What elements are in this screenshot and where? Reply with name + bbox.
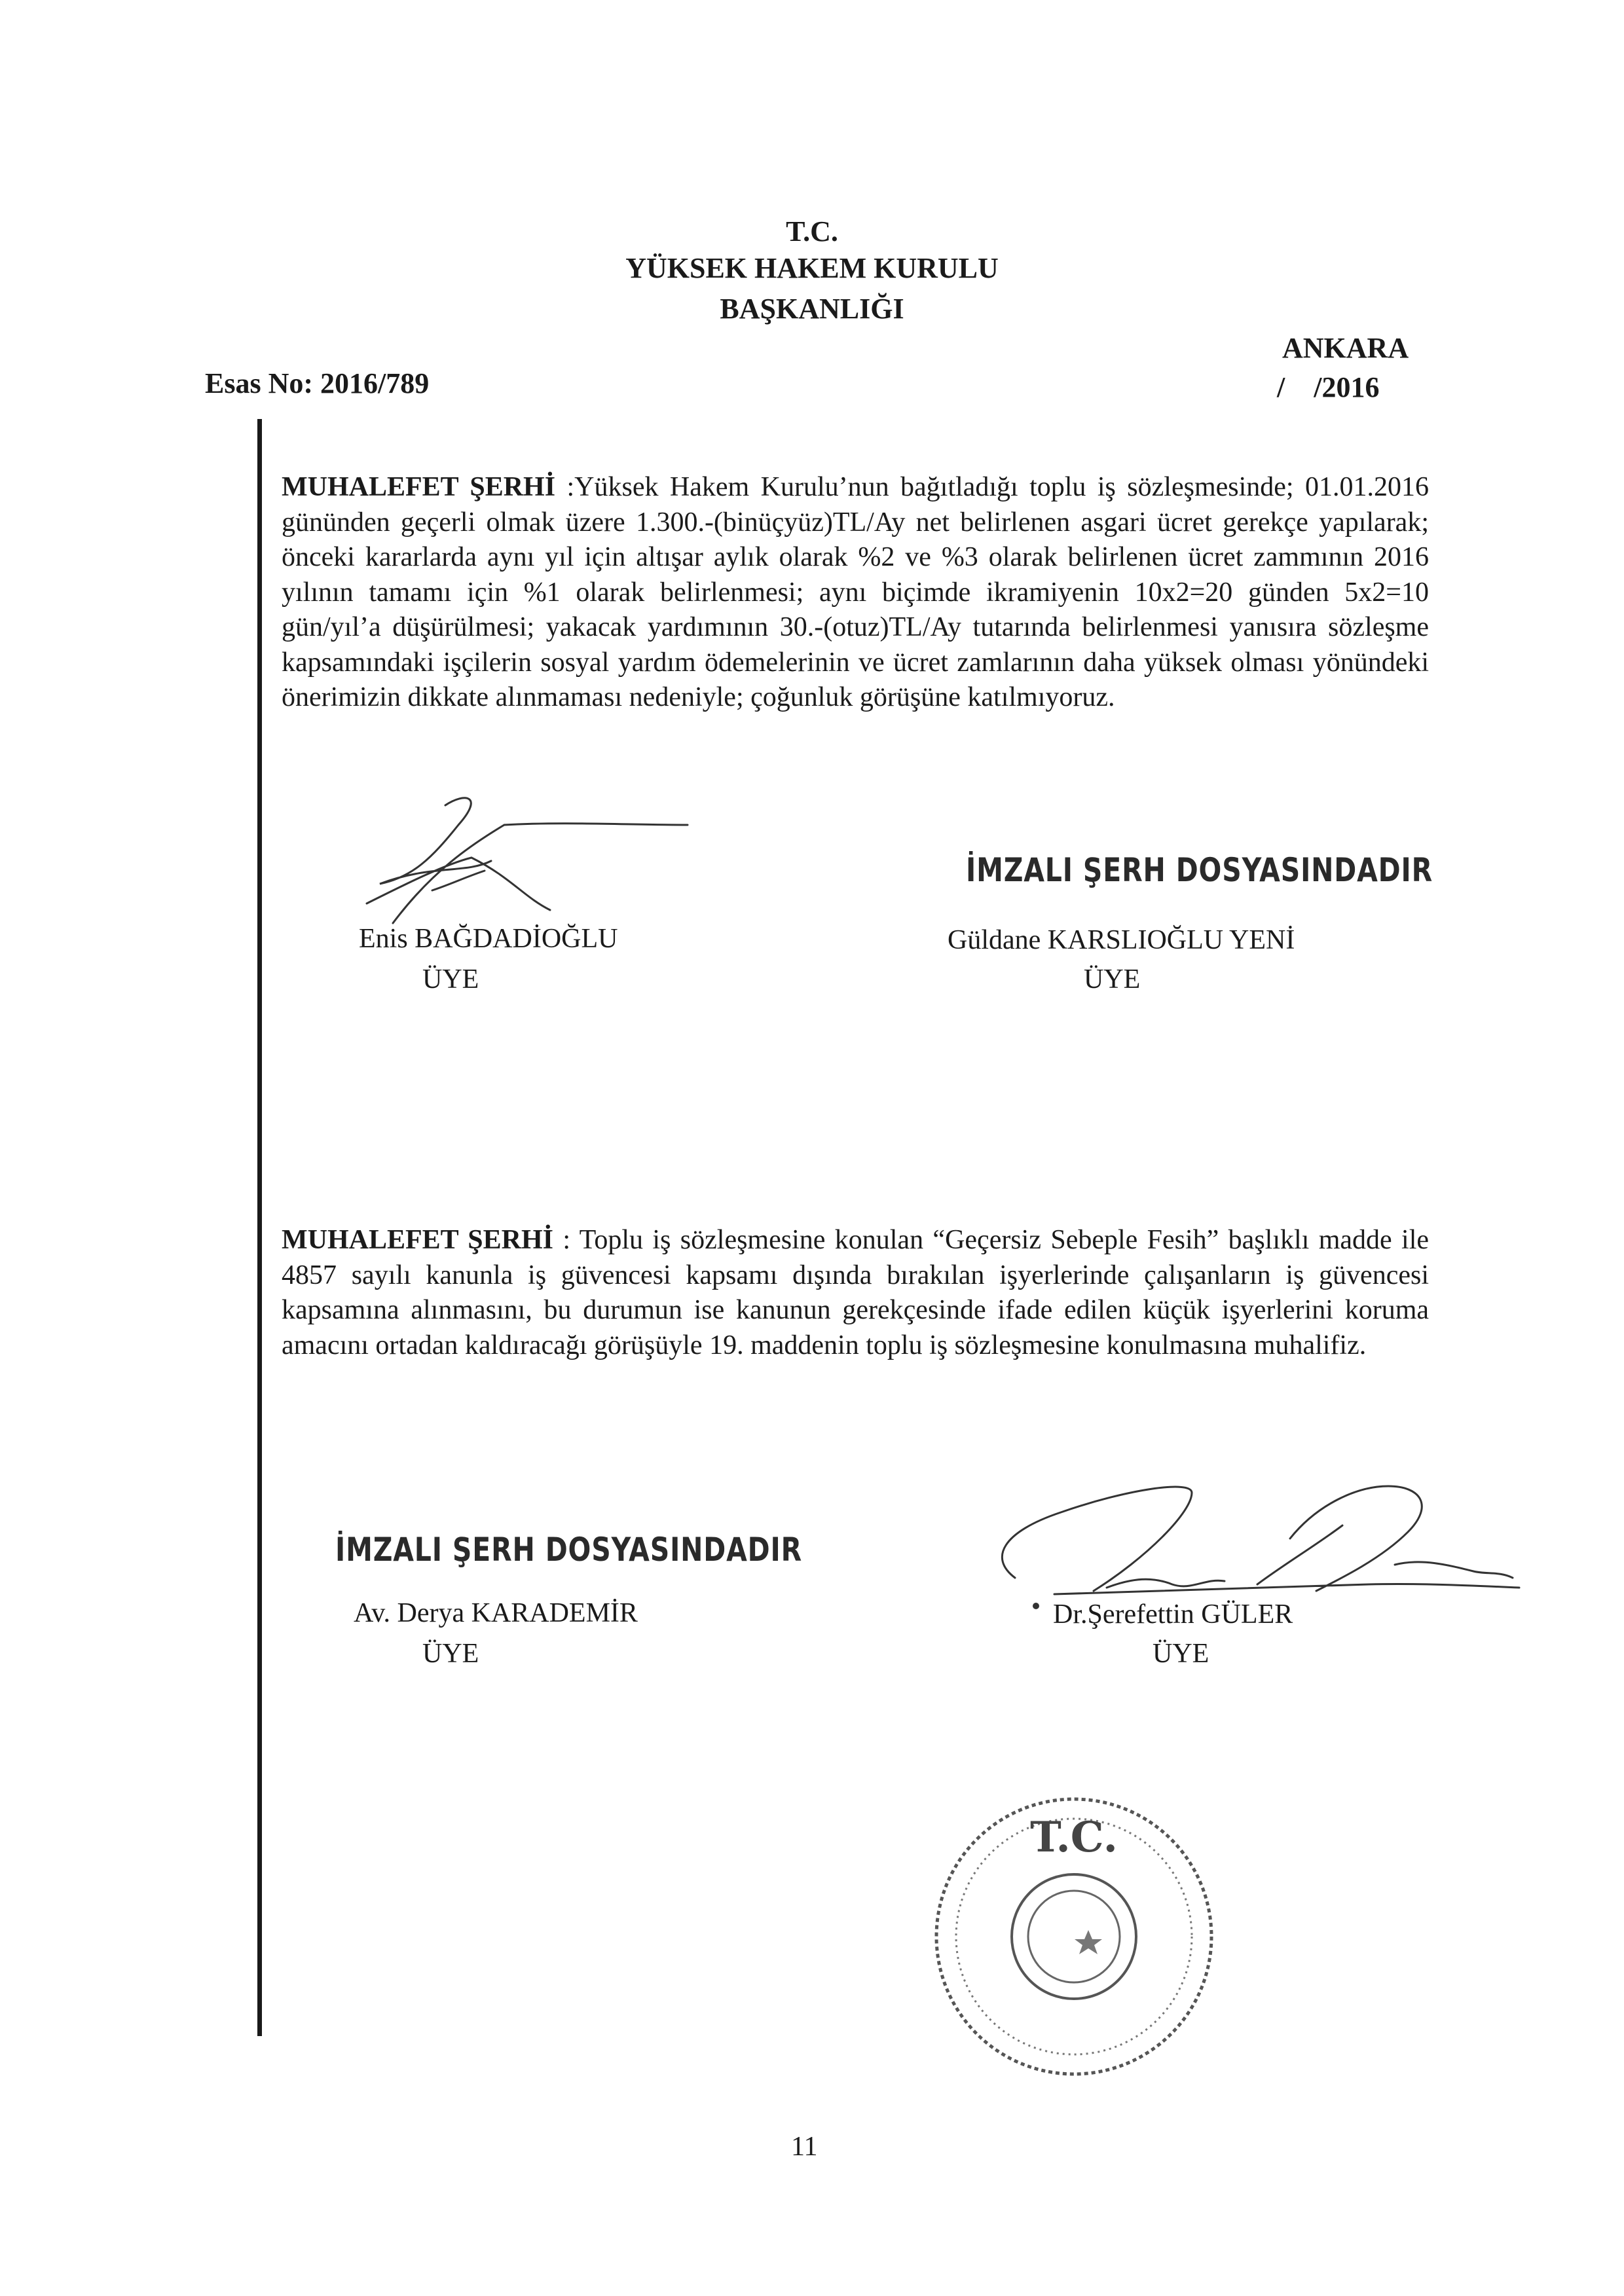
- dissent-text-1: :Yüksek Hakem Kurulu’nun bağıtladığı toplu iş sözleşmesinde; 01.01.2016 gününden geçerli olmak üzere 1.300.-(binüçyüz)TL/Ay net belirlenen asgari ücret gerekçe yapılarak; önceki kararlarda aynı yıl için altışar aylık olarak %2 ve %3 olarak belirlenen ücret zammının 2016 yılının tamamı için %1 olarak belirlenmesi; aynı biçimde ikramiyenin 10x2=20 günden 5x2=10 gün/yıl’a düşürülmesi; yakacak yardımının 30.-(otuz)TL/Ay tutarında belirlenmesi yanısıra sözleşme kapsamındaki işçilerin sosyal yardım ödemelerinin ve ücret zamlarının daha yüksek olması yönündeki önerimizin dikkate alınmaması nedeniyle; çoğunluk görüşüne katılmıyoruz.: [282, 472, 1430, 712]
- margin-line: [257, 419, 262, 2036]
- member-name-2: Güldane KARSLIOĞLU YENİ: [948, 925, 1295, 955]
- dissent-label-2: MUHALEFET ŞERHİ: [282, 1225, 554, 1255]
- member-title-1: ÜYE: [422, 964, 479, 994]
- member-title-3: ÜYE: [422, 1639, 479, 1669]
- seal-text: T.C.: [1030, 1813, 1118, 1862]
- case-number: Esas No: 2016/789: [205, 367, 430, 399]
- signed-on-file-stamp-1: İMZALI ŞERH DOSYASINDADIR: [966, 851, 1433, 889]
- signed-on-file-stamp-2: İMZALI ŞERH DOSYASINDADIR: [335, 1531, 803, 1569]
- page-number: 11: [791, 2132, 818, 2162]
- member-name-3: Av. Derya KARADEMİR: [354, 1598, 638, 1628]
- city: ANKARA: [1282, 332, 1409, 364]
- header-institution: YÜKSEK HAKEM KURULU: [625, 252, 999, 284]
- dissent-paragraph-2: [282, 1223, 1429, 1363]
- signature-enis-bagdadioglu: [354, 786, 694, 943]
- header-presidency: BAŞKANLIĞI: [720, 293, 904, 325]
- member-name-1: Enis BAĞDADİOĞLU: [359, 924, 618, 954]
- member-title-2: ÜYE: [1084, 964, 1141, 994]
- dissent-text-2: : Toplu iş sözleşmesine konulan “Geçersiz Sebeple Fesih” başlıklı madde ile 4857 sayılı kanunla iş güvencesi kapsamı dışında bırakılan işyerlerinde çalışanların iş güvencesi kapsamına alınmasını, bu durumun ise kanunun gerekçesinde ifade edilen küçük işyerlerini koruma amacını ortadan kaldıracağı görüşüyle 19. maddenin toplu iş sözleşmesine konulmasına muhalifiz.: [282, 1225, 1429, 1360]
- member-name-4: Dr.Şerefettin GÜLER: [1053, 1599, 1293, 1630]
- official-seal: [917, 1779, 1231, 2094]
- header-tc: T.C.: [786, 215, 838, 247]
- dissent-paragraph-1: [282, 470, 1429, 716]
- dissent-label-1: MUHALEFET ŞERHİ: [282, 472, 556, 502]
- member-title-4: ÜYE: [1153, 1639, 1209, 1669]
- date: / /2016: [1277, 371, 1380, 403]
